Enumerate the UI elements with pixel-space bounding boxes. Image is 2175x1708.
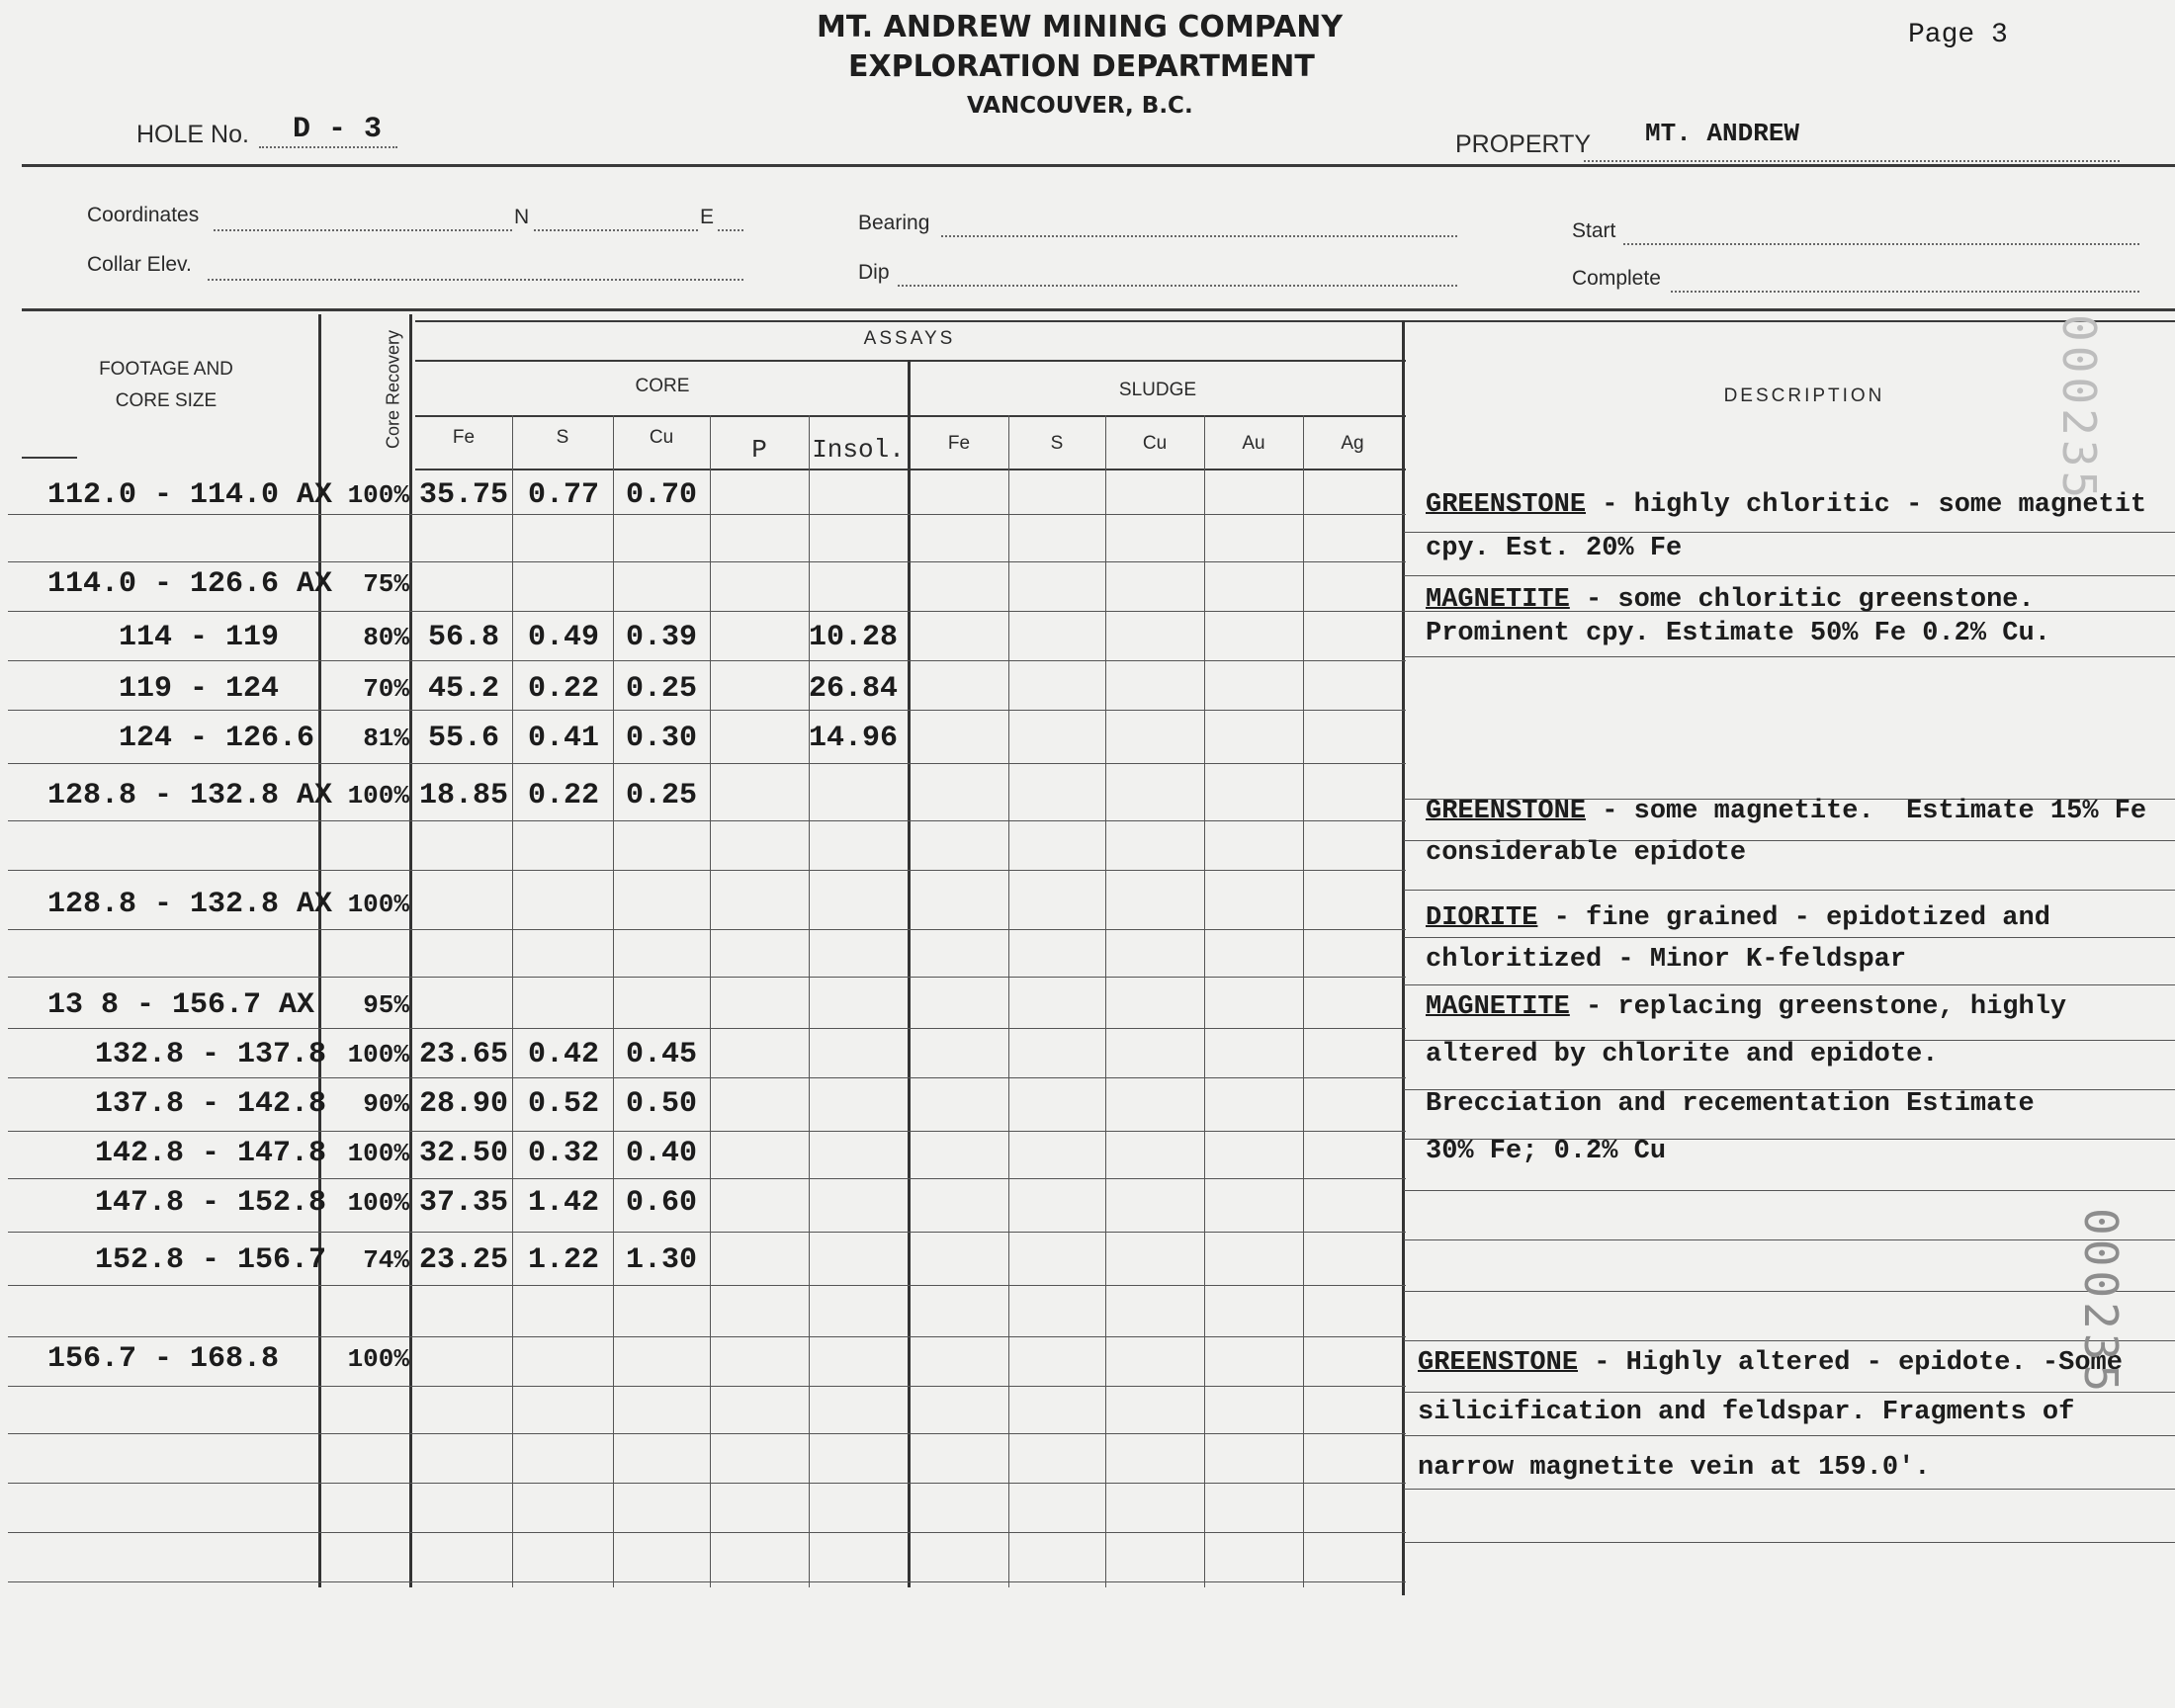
serial-stamp-top: 000235 [2052,314,2106,503]
description-line [1426,903,2050,933]
bearing-label: Bearing [858,212,930,234]
description-text: - replacing greenstone, highly [1569,992,2067,1022]
cu-cell: 0.60 [625,1186,697,1220]
department-name: EXPLORATION DEPARTMENT [848,49,1315,84]
description-header: DESCRIPTION [1723,385,1885,406]
s-divider [613,415,614,1587]
rock-type: DIORITE [1426,903,1538,933]
description-rule [1404,656,2175,657]
sfe-divider [1008,415,1009,1587]
description-line: Brecciation and recementation Estimate [1426,1089,2035,1119]
serial-stamp-bottom: 000235 [2074,1208,2128,1397]
core-col-s: S [556,427,569,448]
footage-cell: 156.7 - 168.8 [47,1342,280,1376]
row-rule [8,870,1406,871]
footage-cell: 124 - 126.6 [119,722,315,755]
description-rule [1404,575,2175,576]
recovery-cell: 100% [347,781,409,811]
row-rule [8,660,1406,661]
s-cell: 0.32 [527,1137,599,1170]
footage-cell: 152.8 - 156.7 [95,1243,327,1277]
table-top-rule [415,320,2175,322]
insol-cell: 26.84 [809,672,899,706]
company-name: MT. ANDREW MINING COMPANY [817,10,1344,44]
footage-header-line1: FOOTAGE AND [99,359,233,380]
sludge-header: SLUDGE [1118,380,1197,400]
recovery-cell: 100% [347,1139,409,1168]
rock-type: GREENSTONE [1426,797,1587,826]
row-rule [8,1386,1406,1387]
recovery-cell: 81% [363,724,409,753]
description-line: Prominent cpy. Estimate 50% Fe 0.2% Cu. [1426,619,2050,648]
row-rule [8,977,1406,978]
cu-cell: 0.45 [625,1038,697,1071]
rock-type: MAGNETITE [1426,992,1570,1022]
header-rule [22,164,2175,167]
s-cell: 1.22 [527,1243,599,1277]
s-cell: 0.49 [527,621,599,654]
description-rule [1404,890,2175,891]
form-rule [22,308,2175,311]
description-rule [1404,984,2175,985]
property-value: MT. ANDREW [1645,119,1800,148]
fe-cell: 45.2 [427,672,499,706]
collar-label: Collar Elev. [87,253,192,276]
row-rule [8,1483,1406,1484]
start-line [1623,243,2139,245]
fe-cell: 32.50 [418,1137,508,1170]
description-line: 30% Fe; 0.2% Cu [1426,1137,1667,1166]
hole-underline [259,146,397,148]
rock-type: GREENSTONE [1418,1348,1579,1378]
coordinates-n-line [214,229,512,231]
hole-label: HOLE No. [136,121,249,148]
core-col-cu: Cu [649,427,674,448]
description-text: - fine grained - epidotized and [1537,903,2050,933]
description-line [1418,1348,2123,1378]
header-bottom-rule [415,469,1406,470]
cu-cell: 0.25 [625,779,697,812]
footage-cell: 128.8 - 132.8 AX [47,779,333,812]
description-line: chloritized - Minor K-feldspar [1426,945,1907,975]
recovery-header: Core Recovery [383,329,403,450]
recovery-cell: 70% [363,674,409,704]
description-line: altered by chlorite and epidote. [1426,1040,1939,1069]
recovery-cell: 90% [363,1089,409,1119]
description-rule [1404,1190,2175,1191]
dip-line [898,285,1457,287]
fe-cell: 55.6 [427,722,499,755]
row-rule [8,514,1406,515]
sludge-col-cu: Cu [1142,433,1168,454]
row-rule [8,1285,1406,1286]
e-label: E [700,206,715,228]
description-rule [1404,1392,2175,1393]
p-divider [809,415,810,1587]
coordinates-end-line [718,229,743,231]
bearing-line [941,235,1457,237]
footage-header-line2: CORE SIZE [115,390,218,411]
recovery-cell: 100% [347,1188,409,1218]
description-text: - Highly altered - epidote. -Some [1578,1348,2123,1378]
core-col-p: P [751,435,767,465]
row-rule [8,820,1406,821]
fe-cell: 23.25 [418,1243,508,1277]
footage-header [61,354,271,417]
s-cell: 0.41 [527,722,599,755]
insol-cell: 10.28 [809,621,899,654]
property-label: PROPERTY [1455,130,1592,158]
core-sludge-divider [908,360,911,1587]
s-cell: 0.77 [527,478,599,512]
assays-rule [415,360,1406,362]
core-col-fe: Fe [452,427,476,448]
sludge-col-au: Au [1242,433,1265,454]
s-cell: 0.42 [527,1038,599,1071]
footage-cell: 114 - 119 [119,621,280,654]
scu-divider [1204,415,1205,1587]
footage-cell: 128.8 - 132.8 AX [47,888,333,921]
recovery-divider [409,314,412,1587]
footage-cell: 147.8 - 152.8 [95,1186,327,1220]
cu-cell: 0.50 [625,1087,697,1121]
cu-cell: 0.25 [625,672,697,706]
fe-cell: 28.90 [418,1087,508,1121]
description-line: cpy. Est. 20% Fe [1426,534,1683,563]
description-text: - some chloritic greenstone. [1569,585,2035,615]
description-rule [1404,1340,2175,1341]
description-divider [1402,320,1405,1595]
footage-short-rule [22,457,77,459]
footage-cell: 119 - 124 [119,672,280,706]
complete-line [1671,291,2139,293]
sludge-col-s: S [1050,433,1064,454]
fe-cell: 35.75 [418,478,508,512]
s-cell: 0.52 [527,1087,599,1121]
n-label: N [514,206,530,228]
coordinates-e-line [534,229,698,231]
description-line [1426,992,2066,1022]
page-number: Page 3 [1908,20,2008,50]
description-text: - some magnetite. Estimate 15% Fe [1586,797,2147,826]
coordinates-label: Coordinates [87,204,200,226]
rock-type: MAGNETITE [1426,585,1570,615]
assays-header: ASSAYS [863,328,956,349]
recovery-cell: 100% [347,1344,409,1374]
footage-cell: 132.8 - 137.8 [95,1038,327,1071]
fe-cell: 18.85 [418,779,508,812]
recovery-cell: 100% [347,480,409,510]
fe-divider [512,415,513,1587]
dip-label: Dip [858,261,890,284]
description-rule [1404,1291,2175,1292]
row-rule [8,929,1406,930]
row-rule [8,1232,1406,1233]
collar-line [208,279,743,281]
description-rule [1404,1239,2175,1240]
fe-cell: 56.8 [427,621,499,654]
description-line [1426,797,2146,826]
row-rule [8,1433,1406,1434]
core-col-insol: Insol. [812,435,905,465]
sludge-col-fe: Fe [947,433,971,454]
row-rule [8,561,1406,562]
footage-cell: 137.8 - 142.8 [95,1087,327,1121]
recovery-cell: 100% [347,1040,409,1069]
fe-cell: 37.35 [418,1186,508,1220]
row-rule [8,1581,1406,1582]
description-rule [1404,1489,2175,1490]
row-rule [8,1532,1406,1533]
description-line: considerable epidote [1426,838,1747,868]
description-rule [1404,1435,2175,1436]
city-name: VANCOUVER, B.C. [967,93,1193,119]
insol-cell: 14.96 [809,722,899,755]
subheader-rule [415,415,1406,417]
footage-cell: 142.8 - 147.8 [95,1137,327,1170]
recovery-cell: 100% [347,890,409,919]
row-rule [8,611,1406,612]
row-rule [8,710,1406,711]
description-line: narrow magnetite vein at 159.0'. [1418,1453,1931,1483]
row-rule [8,763,1406,764]
description-rule [1404,1542,2175,1543]
description-rule [1404,937,2175,938]
footage-cell: 13 8 - 156.7 AX [47,988,315,1022]
cu-cell: 0.70 [625,478,697,512]
footage-cell: 112.0 - 114.0 AX [47,478,333,512]
description-rule [1404,532,2175,533]
description-line: silicification and feldspar. Fragments of [1418,1398,2075,1427]
property-underline [1584,160,2120,162]
recovery-cell: 95% [363,990,409,1020]
complete-label: Complete [1572,267,1661,290]
row-rule [8,1178,1406,1179]
cu-cell: 1.30 [625,1243,697,1277]
description-text: - highly chloritic - some magnetit [1586,490,2147,520]
s-cell: 1.42 [527,1186,599,1220]
cu-divider [710,415,711,1587]
start-label: Start [1572,219,1616,242]
cu-cell: 0.30 [625,722,697,755]
rock-type: GREENSTONE [1426,490,1587,520]
row-rule [8,1336,1406,1337]
row-rule [8,1131,1406,1132]
row-rule [8,1028,1406,1029]
recovery-cell: 80% [363,623,409,652]
description-line [1426,585,2035,615]
cu-cell: 0.40 [625,1137,697,1170]
ss-divider [1105,415,1106,1587]
s-cell: 0.22 [527,672,599,706]
sludge-col-ag: Ag [1341,433,1364,454]
recovery-cell: 74% [363,1245,409,1275]
recovery-cell: 75% [363,569,409,599]
cu-cell: 0.39 [625,621,697,654]
footage-cell: 114.0 - 126.6 AX [47,567,333,601]
description-line [1426,490,2146,520]
core-header: CORE [635,376,690,396]
hole-value: D - 3 [293,113,383,146]
sau-divider [1303,415,1304,1587]
row-rule [8,1077,1406,1078]
s-cell: 0.22 [527,779,599,812]
fe-cell: 23.65 [418,1038,508,1071]
